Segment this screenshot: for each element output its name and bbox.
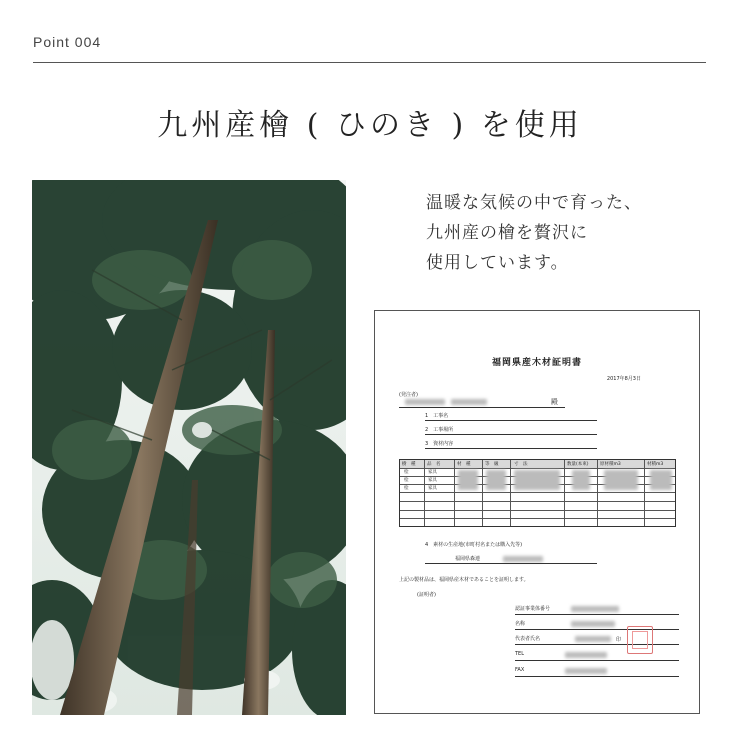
- field-tel-redacted: [565, 652, 607, 658]
- orderer-label: (発注者): [399, 392, 418, 398]
- table-cell-product-3: 家具: [428, 486, 437, 491]
- material-table: [399, 459, 676, 527]
- cypress-trees-photo: [32, 180, 346, 715]
- table-header-species: 樹 種: [402, 462, 416, 467]
- table-redacted-quantity: [572, 470, 590, 490]
- item-line-3: [425, 448, 597, 449]
- orderer-underline: [399, 407, 565, 408]
- table-header-quantity: 数量(本束): [567, 462, 589, 467]
- table-cell-product-2: 家具: [428, 478, 437, 483]
- table-redacted-size: [514, 470, 560, 490]
- company-seal-stamp: [627, 626, 653, 654]
- table-cell-species-2: 桧: [404, 478, 409, 483]
- field-representative: 代表者氏名: [515, 636, 541, 642]
- description-line-1: 温暖な気候の中で育った、: [426, 193, 642, 213]
- item-material-content: 3 資材内容: [425, 441, 454, 447]
- seal-mark-text: 印: [616, 637, 622, 643]
- item-construction-name: 1 工事名: [425, 413, 449, 419]
- table-header-wood-type: 材 種: [457, 462, 471, 467]
- certificate-document: [374, 310, 700, 714]
- table-header-grade: 等 級: [485, 462, 499, 467]
- item-line-1: [425, 420, 597, 421]
- field-name-redacted: [571, 621, 615, 627]
- description-line-2: 九州産の檜を贅沢に: [426, 223, 588, 243]
- origin-redacted: [503, 556, 543, 562]
- table-cell-species-3: 桧: [404, 486, 409, 491]
- item-construction-place: 2 工事場所: [425, 427, 454, 433]
- table-header-raw-volume: 原材積m3: [600, 462, 621, 467]
- page-title: 九州産檜 ( ひのき ) を使用: [157, 108, 583, 143]
- certificate-title: 福岡県産木材証明書: [491, 358, 582, 368]
- table-header-volume: 材積m3: [647, 462, 664, 467]
- honorific: 殿: [551, 398, 558, 406]
- origin-label: 4 素材の生産地(市町村名または購入先等): [425, 542, 523, 548]
- point-label: Point 004: [33, 34, 102, 50]
- field-cert-number: 認証事業体番号: [515, 606, 551, 612]
- origin-underline: [425, 563, 597, 564]
- table-header-size: 寸 法: [514, 462, 528, 467]
- origin-value: 福岡県森連: [455, 556, 481, 562]
- field-tel: TEL: [515, 651, 524, 657]
- field-name: 名称: [515, 621, 526, 627]
- field-representative-redacted: [575, 636, 611, 642]
- description-text: [426, 188, 716, 278]
- proof-label: (証明者): [417, 592, 436, 598]
- table-cell-product-1: 家具: [428, 470, 437, 475]
- table-cell-species-1: 桧: [404, 470, 409, 475]
- description-line-3: 使用しています。: [426, 253, 569, 273]
- table-header-row: [400, 460, 675, 468]
- table-header-product: 品 名: [427, 462, 441, 467]
- divider-rule: [33, 62, 706, 63]
- item-line-2: [425, 434, 597, 435]
- table-redacted-raw-volume: [604, 470, 638, 490]
- certification-statement: 上記の製材品は、福岡県産木材であることを証明します。: [399, 577, 529, 583]
- field-fax: FAX: [515, 667, 525, 673]
- orderer-name-redacted: [405, 399, 445, 405]
- field-cert-number-redacted: [571, 606, 619, 612]
- orderer-company-redacted: [451, 399, 487, 405]
- field-fax-redacted: [565, 668, 607, 674]
- table-redacted-wood: [458, 470, 478, 490]
- certificate-date: 2017年8月3日: [606, 376, 641, 382]
- table-redacted-volume: [650, 470, 672, 490]
- table-redacted-grade: [486, 470, 506, 490]
